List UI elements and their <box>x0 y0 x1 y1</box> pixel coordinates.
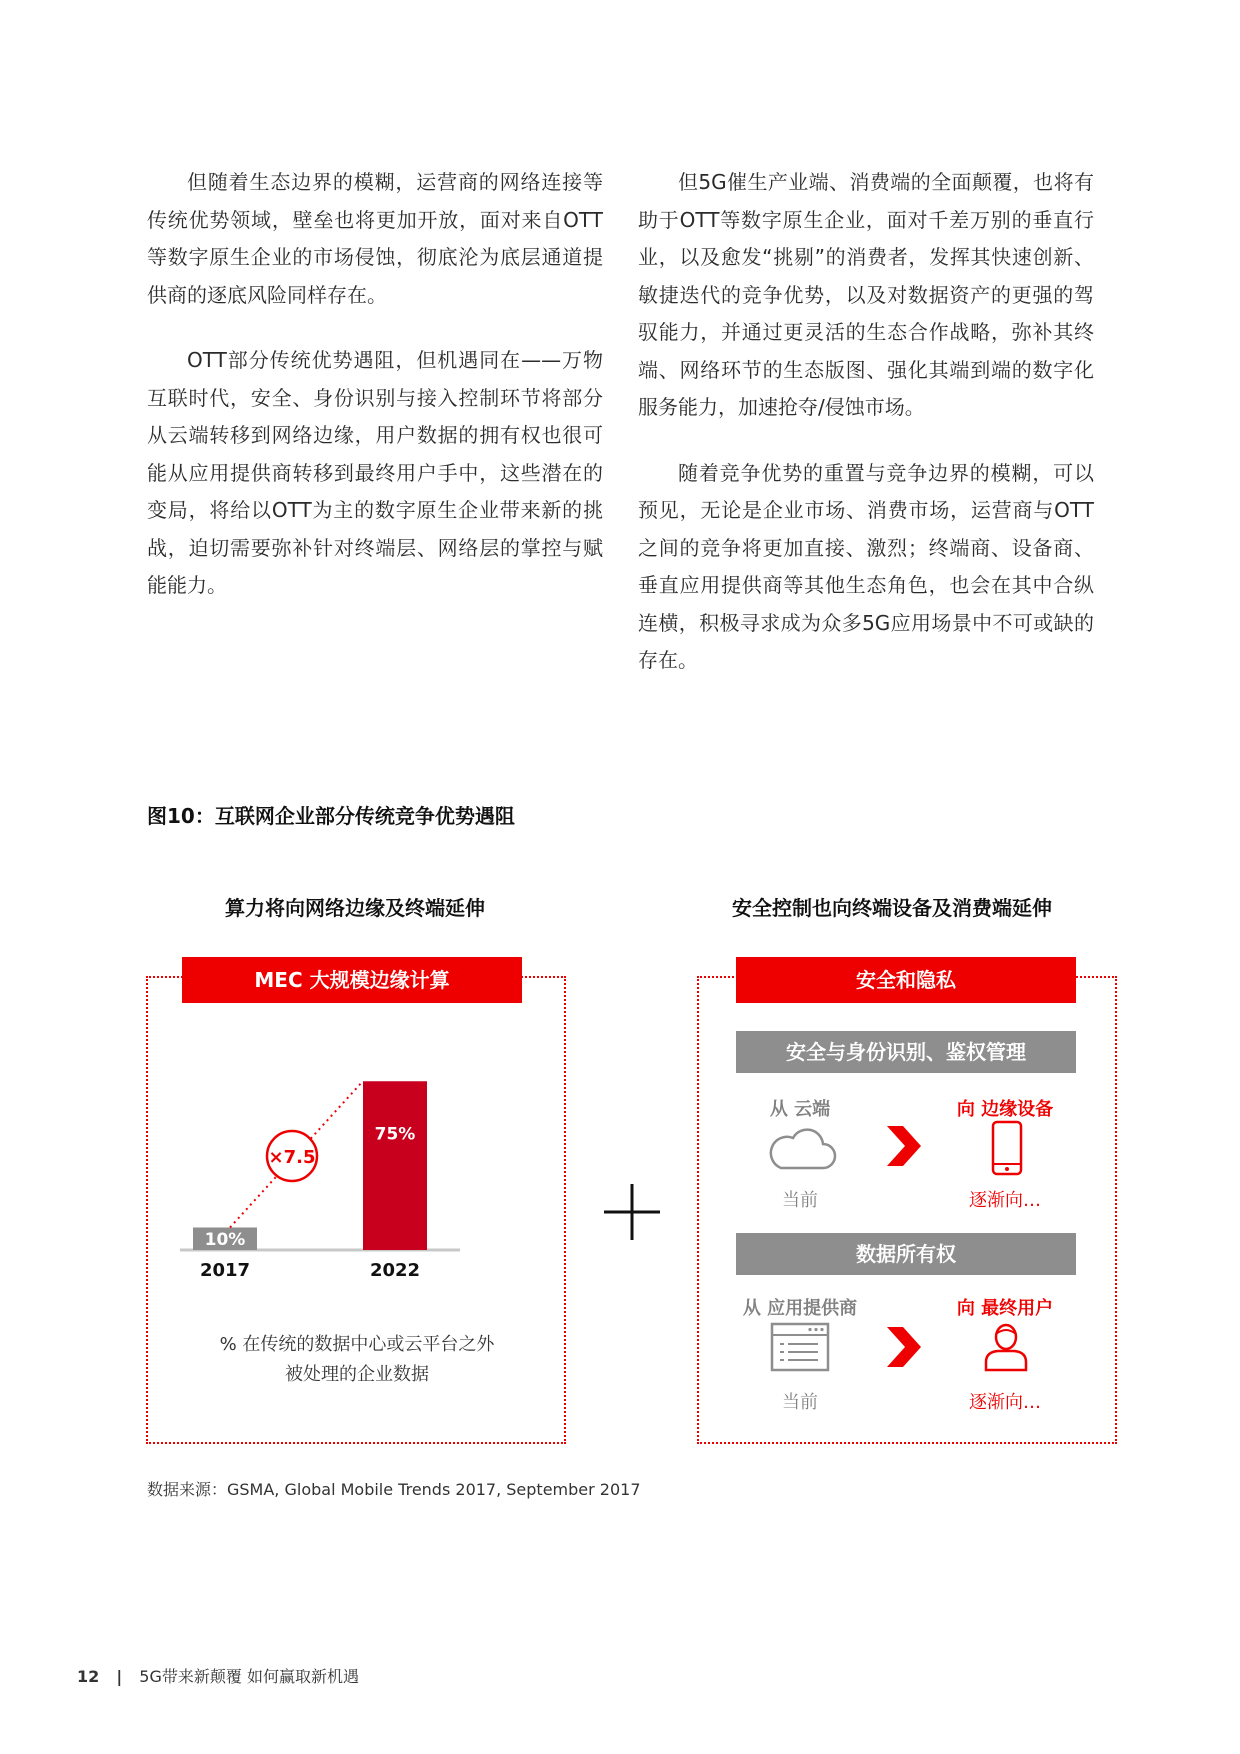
bar-value-label-2022: 75% <box>374 1124 416 1145</box>
left-paragraph-2: OTT部分传统优势遇阻，但机遇同在——万物互联时代，安全、身份识别与接入控制环节将部分从云端转移到网络边缘，用户数据的拥有权也很可能从应用提供商转移到最终用户手中，这些潜在的变局，将给以OTT为主的数字原生企业带来新的挑战，迫切需要弥补针对终端层、网络层的掌控与赋能能力。 <box>147 348 603 597</box>
from-app-provider-label: 从 应用提供商 <box>742 1298 858 1319</box>
edge-computing-bar-chart <box>170 1060 540 1300</box>
cloud-icon <box>765 1126 837 1172</box>
multiplier-label: ×7.5 <box>268 1147 316 1168</box>
chart-caption-line-2: 被处理的企业数据 <box>285 1364 429 1385</box>
chart-caption <box>147 1330 567 1390</box>
left-text-column <box>147 164 603 633</box>
bar-value-label-2017: 10% <box>204 1230 246 1250</box>
right-panel-heading: 安全控制也向终端设备及消费端延伸 <box>732 896 1052 920</box>
right-text-column <box>638 164 1094 708</box>
edge-status-gradual: 逐渐向… <box>969 1190 1041 1211</box>
left-panel-heading: 算力将向网络边缘及终端延伸 <box>225 896 485 920</box>
page-number: 12 <box>77 1667 100 1686</box>
x-tick-label-2017: 2017 <box>199 1260 251 1281</box>
end-user-status-gradual: 逐渐向… <box>969 1392 1041 1413</box>
to-edge-label: 向 边缘设备 <box>956 1099 1054 1120</box>
page-footer <box>77 1664 359 1687</box>
data-source: 数据来源：GSMA, Global Mobile Trends 2017, September 2017 <box>147 1480 641 1499</box>
plus-icon <box>604 1184 660 1240</box>
chevron-right-icon <box>883 1124 923 1168</box>
app-window-icon <box>770 1322 830 1372</box>
security-banner: 安全和隐私 <box>736 957 1076 1003</box>
bar-2022 <box>363 1081 427 1250</box>
chevron-right-icon <box>883 1325 923 1369</box>
from-cloud-label: 从 云端 <box>769 1099 831 1120</box>
smartphone-icon <box>990 1120 1024 1176</box>
user-icon <box>982 1322 1030 1372</box>
x-tick-label-2022: 2022 <box>369 1260 421 1281</box>
cloud-status-current: 当前 <box>782 1190 818 1211</box>
chart-caption-line-1: % 在传统的数据中心或云平台之外 <box>219 1334 495 1355</box>
app-provider-status-current: 当前 <box>782 1392 818 1413</box>
identity-section-title: 安全与身份识别、鉴权管理 <box>736 1031 1076 1073</box>
footer-text: 5G带来新颠覆 如何赢取新机遇 <box>139 1667 359 1686</box>
figure-title: 图10：互联网企业部分传统竞争优势遇阻 <box>147 804 515 828</box>
to-end-user-label: 向 最终用户 <box>956 1298 1054 1319</box>
data-ownership-section-title: 数据所有权 <box>736 1233 1076 1275</box>
left-paragraph-1: 但随着生态边界的模糊，运营商的网络连接等传统优势领域，壁垒也将更加开放，面对来自OTT等数字原生企业的市场侵蚀，彻底沦为底层通道提供商的逐底风险同样存在。 <box>147 170 603 307</box>
right-paragraph-2: 随着竞争优势的重置与竞争边界的模糊，可以预见，无论是企业市场、消费市场，运营商与OTT之间的竞争将更加直接、激烈；终端商、设备商、垂直应用提供商等其他生态角色，也会在其中合纵连横，积极寻求成为众多5G应用场景中不可或缺的存在。 <box>638 460 1094 672</box>
footer-separator: | <box>116 1667 123 1686</box>
mec-banner: MEC 大规模边缘计算 <box>182 957 522 1003</box>
right-paragraph-1: 但5G催生产业端、消费端的全面颠覆，也将有助于OTT等数字原生企业，面对千差万别的垂直行业，以及愈发“挑剔”的消费者，发挥其快速创新、敏捷迭代的竞争优势，以及对数据资产的更强的驾驭能力，并通过更灵活的生态合作战略，弥补其终端、网络环节的生态版图、强化其端到端的数字化服务能力，加速抢夺/侵蚀市场。 <box>638 170 1094 419</box>
